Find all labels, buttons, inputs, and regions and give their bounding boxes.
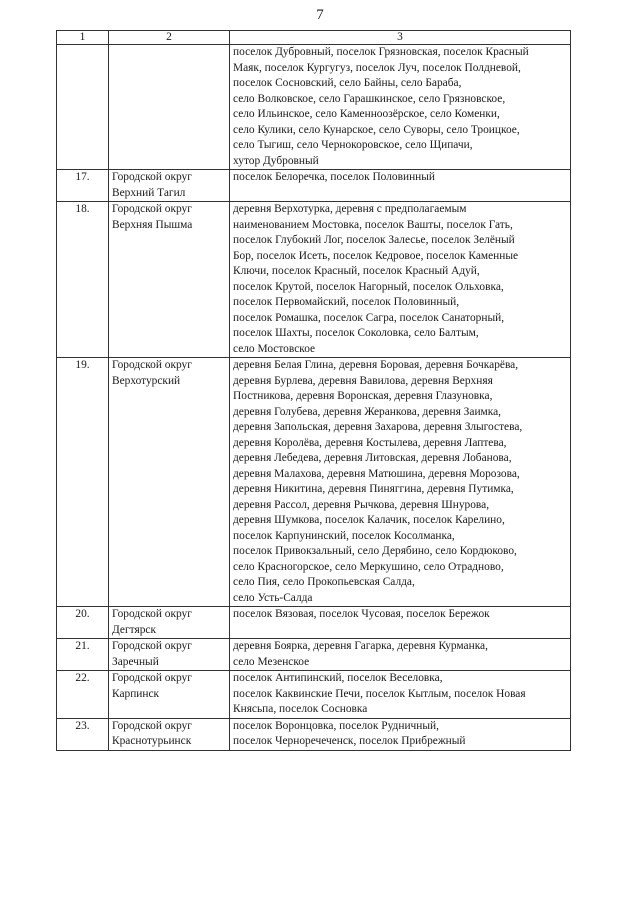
- settlement-list-line: Маяк, поселок Кургугуз, поселок Луч, поселок Полдневой,: [233, 61, 521, 74]
- settlement-list-line: поселок Каквинские Печи, поселок Кытлым, поселок Новая: [233, 687, 526, 700]
- settlement-list-line: деревня Бурлева, деревня Вавилова, деревня Верхняя: [233, 374, 493, 387]
- settlement-list-line: деревня Запольская, деревня Захарова, деревня Злыгостева,: [233, 421, 523, 433]
- table-row: [57, 718, 571, 750]
- settlements-table: [56, 30, 571, 751]
- row-number: 18.: [57, 202, 109, 358]
- table-row: [57, 45, 571, 170]
- municipality-name-line: Верхний Тагил: [112, 186, 186, 199]
- settlement-list-line: село Пия, село Прокопьевская Салда,: [233, 576, 415, 588]
- settlement-list-line: село Тыгиш, село Чернокоровское, село Щипачи,: [233, 139, 473, 151]
- settlement-list-line: село Кулики, село Кунарское, село Суворы, село Троицкое,: [233, 123, 520, 136]
- settlement-list-line: деревня Лебедева, деревня Литовская, деревня Лобанова,: [233, 452, 512, 464]
- settlement-list: [230, 671, 571, 719]
- settlement-list-line: село Ильинское, село Каменноозёрское, село Коменки,: [233, 108, 500, 120]
- settlement-list: [230, 639, 571, 671]
- municipality-name-line: Краснотурьинск: [112, 735, 192, 747]
- row-number: 21.: [57, 639, 109, 671]
- settlement-list-line: поселок Глубокий Лог, поселок Залесье, поселок Зелёный: [233, 234, 515, 246]
- municipality-name-line: Городской округ: [112, 719, 192, 732]
- table-body: [57, 45, 571, 751]
- municipality-name: [109, 45, 230, 170]
- settlement-list-line: Постникова, деревня Воронская, деревня Глазуновка,: [233, 390, 493, 402]
- settlement-list-line: хутор Дубровный: [233, 154, 319, 167]
- municipality-name: [109, 607, 230, 639]
- table-header-row: [57, 31, 571, 45]
- municipality-name: [109, 671, 230, 719]
- settlement-list-line: деревня Никитина, деревня Пиняггина, деревня Путимка,: [233, 483, 514, 495]
- municipality-name: [109, 170, 230, 202]
- settlement-list-line: деревня Рассол, деревня Рычкова, деревня Шнурова,: [233, 498, 490, 511]
- settlement-list-line: Ключи, поселок Красный, поселок Красный Адуй,: [233, 265, 480, 277]
- settlement-list-line: Бор, поселок Исеть, поселок Кедровое, поселок Каменные: [233, 249, 519, 262]
- settlement-list-line: поселок Первомайский, поселок Половинный,: [233, 296, 460, 308]
- settlement-list-line: Княсьпа, поселок Сосновка: [233, 703, 368, 715]
- settlement-list-line: поселок Белоречка, поселок Половинный: [233, 171, 436, 183]
- settlement-list-line: поселок Привокзальный, село Дерябино, село Кордюково,: [233, 545, 517, 557]
- settlement-list-line: поселок Вязовая, поселок Чусовая, поселок Бережок: [233, 608, 490, 620]
- settlement-list-line: деревня Шумкова, поселок Калачик, поселок Карелино,: [233, 514, 505, 526]
- row-number: [57, 45, 109, 170]
- municipality-name: [109, 202, 230, 358]
- table-row: [57, 170, 571, 202]
- settlement-list-line: поселок Крутой, поселок Нагорный, поселок Ольховка,: [233, 280, 504, 293]
- settlement-list: [230, 170, 571, 202]
- settlement-list-line: поселок Ромашка, поселок Сагра, поселок Санаторный,: [233, 311, 505, 324]
- settlement-list-line: деревня Боярка, деревня Гагарка, деревня Курманка,: [233, 640, 488, 652]
- row-number: 22.: [57, 671, 109, 719]
- municipality-name-line: Городской округ: [112, 672, 192, 684]
- settlement-list-line: деревня Белая Глина, деревня Боровая, деревня Бочкарёва,: [233, 359, 519, 371]
- municipality-name-line: Городской округ: [112, 171, 192, 183]
- settlement-list-line: деревня Верхотурка, деревня с предполагаемым: [233, 203, 467, 215]
- municipality-name: [109, 639, 230, 671]
- municipality-name-line: Верхняя Пышма: [112, 218, 193, 231]
- municipality-name-line: Городской округ: [112, 203, 192, 215]
- table-row: [57, 671, 571, 719]
- settlement-list-line: деревня Королёва, деревня Костылева, деревня Лаптева,: [233, 436, 507, 449]
- row-number: 20.: [57, 607, 109, 639]
- table-row: [57, 607, 571, 639]
- page-number: 7: [316, 7, 324, 23]
- settlement-list: [230, 358, 571, 607]
- municipality-name: [109, 718, 230, 750]
- municipality-name-line: Городской округ: [112, 608, 192, 620]
- municipality-name-line: Дегтярск: [112, 623, 156, 636]
- row-number: 19.: [57, 358, 109, 607]
- row-number: 17.: [57, 170, 109, 202]
- settlement-list-line: поселок Дубровный, поселок Грязновская, поселок Красный: [233, 46, 529, 58]
- settlement-list: [230, 202, 571, 358]
- settlement-list-line: поселок Черноречеченск, поселок Прибрежный: [233, 735, 466, 747]
- settlement-list: [230, 607, 571, 639]
- settlement-list-line: поселок Карпунинский, поселок Косолманка,: [233, 529, 455, 542]
- settlement-list-line: село Усть-Салда: [233, 591, 313, 604]
- column-header: 1: [57, 31, 109, 45]
- table-row: [57, 358, 571, 607]
- municipality-name-line: Верхотурский: [112, 374, 181, 387]
- municipality-name-line: Заречный: [112, 655, 159, 668]
- settlement-list-line: деревня Малахова, деревня Матюшина, деревня Морозова,: [233, 467, 520, 480]
- settlement-list: [230, 45, 571, 170]
- municipality-name: [109, 358, 230, 607]
- settlement-list-line: село Волковское, село Гарашкинское, село Грязновское,: [233, 92, 506, 105]
- settlement-list-line: поселок Антипинский, поселок Веселовка,: [233, 672, 443, 684]
- settlement-list: [230, 718, 571, 750]
- column-header: 2: [109, 31, 230, 45]
- settlement-list-line: село Красногорское, село Меркушино, село Отрадново,: [233, 560, 504, 573]
- column-header: 3: [230, 31, 571, 45]
- settlement-list-line: село Мостовское: [233, 342, 316, 355]
- municipality-name-line: Городской округ: [112, 359, 192, 371]
- municipality-name-line: Карпинск: [112, 687, 160, 700]
- municipality-name-line: Городской округ: [112, 640, 192, 652]
- settlement-list-line: наименованием Мостовка, поселок Вашты, поселок Гать,: [233, 218, 513, 231]
- table-row: [57, 639, 571, 671]
- settlement-list-line: село Мезенское: [233, 655, 310, 668]
- settlement-list-line: поселок Сосновский, село Байны, село Бараба,: [233, 77, 462, 89]
- settlement-list-line: поселок Шахты, поселок Соколовка, село Балтым,: [233, 327, 479, 339]
- row-number: 23.: [57, 718, 109, 750]
- settlement-list-line: поселок Воронцовка, поселок Рудничный,: [233, 719, 439, 732]
- table-row: [57, 202, 571, 358]
- settlement-list-line: деревня Голубева, деревня Жеранкова, деревня Заимка,: [233, 405, 502, 418]
